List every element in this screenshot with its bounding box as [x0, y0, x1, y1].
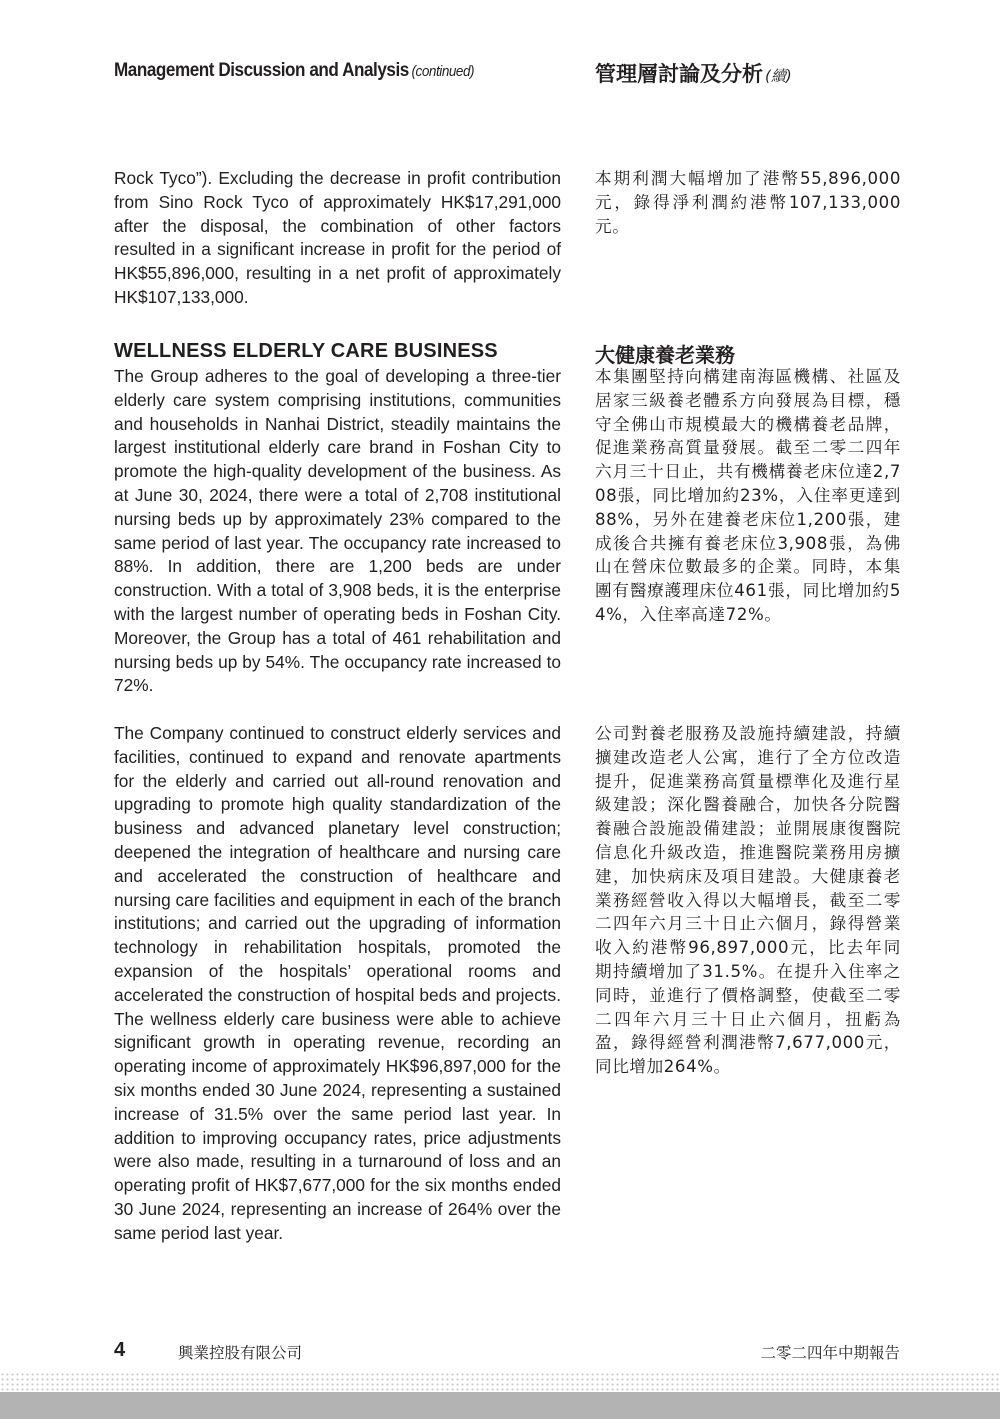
- section-paragraph-1-en: The Group adheres to the goal of developing a three-tier elderly care system comprising institutions, communities and households in Nanhai District, steadily maintains the largest institutional elderly care brand in Foshan City to promote the high-quality development of the business. As at June 30, 2024, there were a total of 2,708 institutional nursing beds up by approximately 23% compared to the same period of last year. The occupancy rate increased to 88%. In addition, there are 1,200 beds are under construction. With a total of 3,908 beds, it is the enterprise with the largest number of operating beds in Foshan City. Moreover, the Group has a total of 461 rehabilitation and nursing beds up by 54%. The occupancy rate increased to 72%.: [114, 366, 561, 696]
- footer-grey-band: [0, 1392, 1000, 1419]
- header-title-zh: 管理層討論及分析: [595, 62, 763, 86]
- footer-report-title: 二零二四年中期報告: [760, 1344, 900, 1362]
- running-header-en: [114, 60, 474, 82]
- header-title-en: Management Discussion and Analysis: [114, 60, 409, 81]
- intro-paragraph-en: Rock Tyco”). Excluding the decrease in profit contribution from Sino Rock Tyco of approximately HK$17,291,000 after the disposal, the combination of other factors resulted in a significant increase in profit for the period of HK$55,896,000, resulting in a net profit of approximately HK$107,133,000.: [114, 168, 561, 307]
- section-paragraph-1-zh: 本集團堅持向構建南海區機構、社區及居家三級養老體系方向發展為目標，穩守全佛山市規模最大的機構養老品牌，促進業務高質量發展。截至二零二四年六月三十日止，共有機構養老床位達2,708張，同比增加約23%，入住率更達到88%，另外在建養老床位1,200張，建成後合共擁有養老床位3,908張，為佛山在營床位數最多的企業。同時，本集團有醫療護理床位461張，同比增加約54%，入住率高達72%。: [595, 367, 901, 624]
- running-header-zh: [595, 58, 792, 88]
- header-continued-zh: (續): [765, 67, 792, 85]
- section-paragraph-2-en: The Company continued to construct elderly services and facilities, continued to expand and renovate apartments for the elderly and carried out all-round renovation and upgrading to promote high quality standardization of the business and advanced planetary level construction; deepened the integration of healthcare and nursing care and accelerated the construction of healthcare and nursing care facilities and equipment in each of the branch institutions; and carried out the upgrading of information technology in rehabilitation hospitals, promoted the expansion of the hospitals’ operational rooms and accelerated the construction of hospital beds and projects. The wellness elderly care business were able to achieve significant growth in operating revenue, recording an operating income of approximately HK$96,897,000 for the six months ended 30 June 2024, representing a sustained increase of 31.5% over the same period last year. In addition to improving occupancy rates, price adjustments were also made, resulting in a turnaround of loss and an operating profit of HK$7,677,000 for the six months ended 30 June 2024, representing an increase of 264% over the same period last year.: [114, 723, 561, 1243]
- intro-paragraph-zh: 本期利潤大幅增加了港幣55,896,000元，錄得淨利潤約港幣107,133,000元。: [595, 169, 901, 236]
- footer-dot-pattern: [0, 1372, 1000, 1392]
- section-heading-zh: 大健康養老業務: [595, 343, 735, 367]
- section-heading-en: WELLNESS ELDERLY CARE BUSINESS: [114, 340, 498, 362]
- page-number: 4: [114, 1339, 126, 1361]
- footer-company-name: 興業控股有限公司: [178, 1344, 303, 1362]
- section-paragraph-2-zh: 公司對養老服務及設施持續建設，持續擴建改造老人公寓，進行了全方位改造提升，促進業務高質量標準化及進行星級建設；深化醫養融合，加快各分院醫養融合設施設備建設；並開展康復醫院信息化升級改造，推進醫院業務用房擴建，加快病床及項目建設。大健康養老業務經營收入得以大幅增長，截至二零二四年六月三十日止六個月，錄得營業收入約港幣96,897,000元，比去年同期持續增加了31.5%。在提升入住率之同時，並進行了價格調整，使截至二零二四年六月三十日止六個月，扭虧為盈，錄得經營利潤港幣7,677,000元，同比增加264%。: [595, 724, 901, 1077]
- header-continued-en: (continued): [411, 63, 475, 80]
